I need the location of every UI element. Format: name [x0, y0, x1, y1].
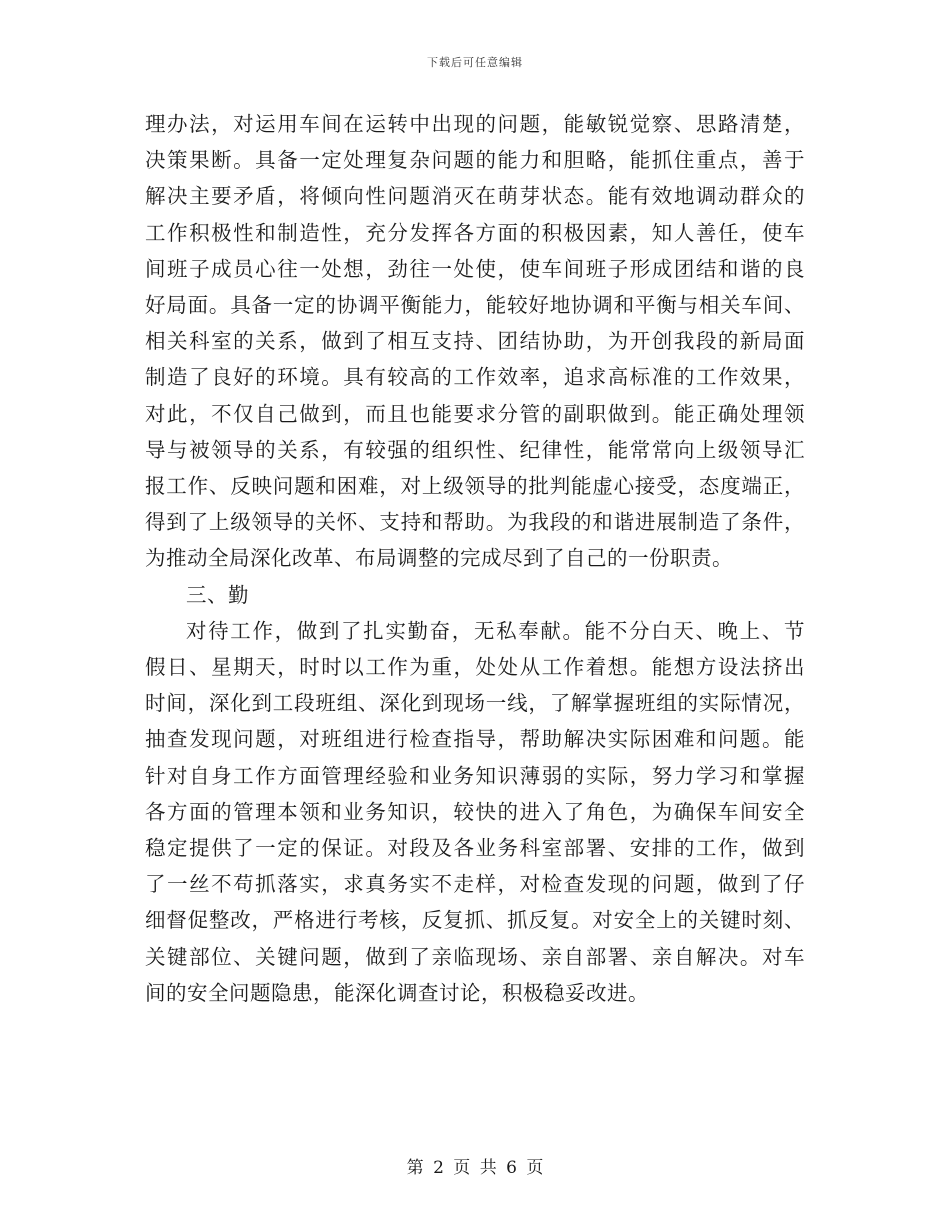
- text-line: 间班子成员心往一处想，劲往一处使，使车间班子形成团结和谐的良: [145, 256, 805, 281]
- text-line: 对此，不仅自己做到，而且也能要求分管的副职做到。能正确处理领: [145, 401, 805, 426]
- text-line: 时间，深化到工段班组、深化到现场一线，了解掌握班组的实际情况，: [145, 691, 805, 716]
- text-line: 各方面的管理本领和业务知识，较快的进入了角色，为确保车间安全: [145, 799, 805, 824]
- text-line: 了一丝不苟抓落实，求真务实不走样，对检查发现的问题，做到了仔: [145, 872, 805, 897]
- text-line: 抽查发现问题，对班组进行检查指导，帮助解决实际困难和问题。能: [145, 727, 805, 752]
- text-line: 假日、星期天，时时以工作为重，处处从工作着想。能想方设法挤出: [145, 655, 805, 680]
- text-line: 决策果断。具备一定处理复杂问题的能力和胆略，能抓住重点，善于: [145, 148, 805, 173]
- text-line: 理办法，对运用车间在运转中出现的问题，能敏锐觉察、思路清楚，: [145, 112, 805, 136]
- text-line: 针对自身工作方面管理经验和业务知识薄弱的实际，努力学习和掌握: [145, 763, 805, 788]
- text-line: 报工作、反映问题和困难，对上级领导的批判能虚心接受，态度端正，: [145, 474, 805, 499]
- text-line: 对待工作，做到了扎实勤奋，无私奉献。能不分白天、晚上、节: [186, 618, 805, 643]
- text-line: 得到了上级领导的关怀、支持和帮助。为我段的和谐进展制造了条件，: [145, 510, 805, 535]
- text-line: 关键部位、关键问题，做到了亲临现场、亲自部署、亲自解决。对车: [145, 944, 805, 969]
- text-line: 工作积极性和制造性，充分发挥各方面的积极因素，知人善任，使车: [145, 220, 805, 245]
- section-heading: 三、勤: [186, 582, 249, 607]
- page-number-footer: 第 2 页 共 6 页: [406, 1158, 544, 1178]
- text-line: 相关科室的关系，做到了相互支持、团结协助，为开创我段的新局面: [145, 329, 805, 354]
- page-header: 下载后可任意编辑: [427, 56, 523, 69]
- document-body: [145, 106, 805, 1011]
- text-line: 为推动全局深化改革、布局调整的完成尽到了自己的一份职责。: [145, 546, 733, 571]
- text-line: 解决主要矛盾，将倾向性问题消灭在萌芽状态。能有效地调动群众的: [145, 184, 805, 209]
- text-line: 间的安全问题隐患，能深化调查讨论，积极稳妥改进。: [145, 980, 649, 1005]
- text-line: 制造了良好的环境。具有较高的工作效率，追求高标准的工作效果，: [145, 365, 805, 390]
- text-line: 细督促整改，严格进行考核，反复抓、抓反复。对安全上的关键时刻、: [145, 908, 805, 933]
- text-line: 稳定提供了一定的保证。对段及各业务科室部署、安排的工作，做到: [145, 836, 805, 861]
- text-line: 好局面。具备一定的协调平衡能力，能较好地协调和平衡与相关车间、: [145, 293, 805, 318]
- text-line: 导与被领导的关系，有较强的组织性、纪律性，能常常向上级领导汇: [145, 437, 805, 462]
